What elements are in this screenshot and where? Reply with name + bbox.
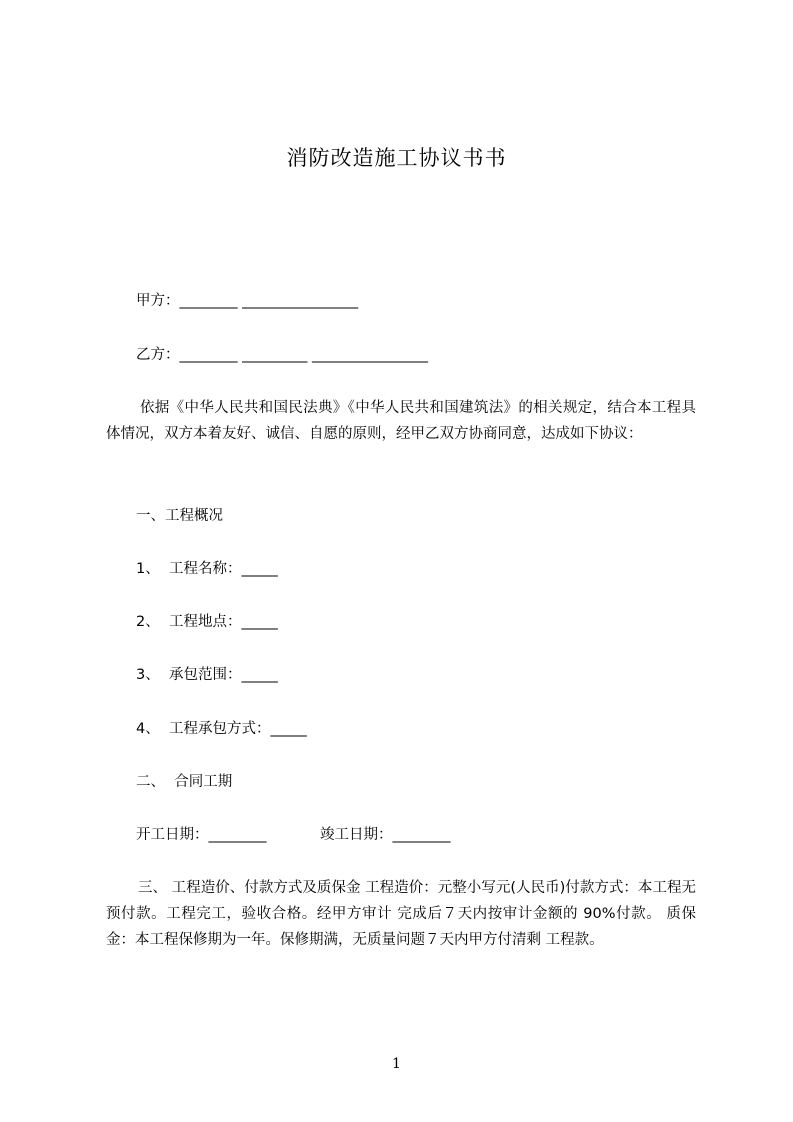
section1-heading: 一、工程概况 [136, 508, 223, 524]
section3-paragraph: 三、 工程造价、付款方式及质保金 工程造价：元整小写元(人民币)付款方式：本工程无预付款。工程完工，验收合格。经甲方审计 完成后７天内按审计金额的 90%付款。 质保金：本工程保修期为一年。保修期满，无质量问题７天内甲方付清剩 工程款。 [106, 880, 696, 948]
end-date-line: 竣工日期：________ [320, 827, 451, 843]
start-date-line: 开工日期：________ [136, 827, 267, 843]
page-number: 1 [392, 1056, 401, 1072]
section1-item-location: 2、 工程地点：_____ [136, 614, 278, 630]
party-b-line: 乙方：________ _________ ________________ [136, 347, 428, 363]
document-title: 消防改造施工协议书书 [286, 146, 507, 170]
party-a-line: 甲方：________ ________________ [136, 293, 359, 309]
section1-item-method: 4、 工程承包方式：_____ [136, 721, 307, 737]
section2-heading: 二、 合同工期 [136, 774, 233, 790]
intro-paragraph: 依据《中华人民共和国民法典》《中华人民共和国建筑法》的相关规定，结合本工程具体情况，双方本着友好、诚信、自愿的原则，经甲乙双方协商同意，达成如下协议： [106, 400, 696, 442]
section1-item-scope: 3、 承包范围：_____ [136, 667, 278, 683]
section1-item-name: 1、 工程名称：_____ [136, 561, 278, 577]
